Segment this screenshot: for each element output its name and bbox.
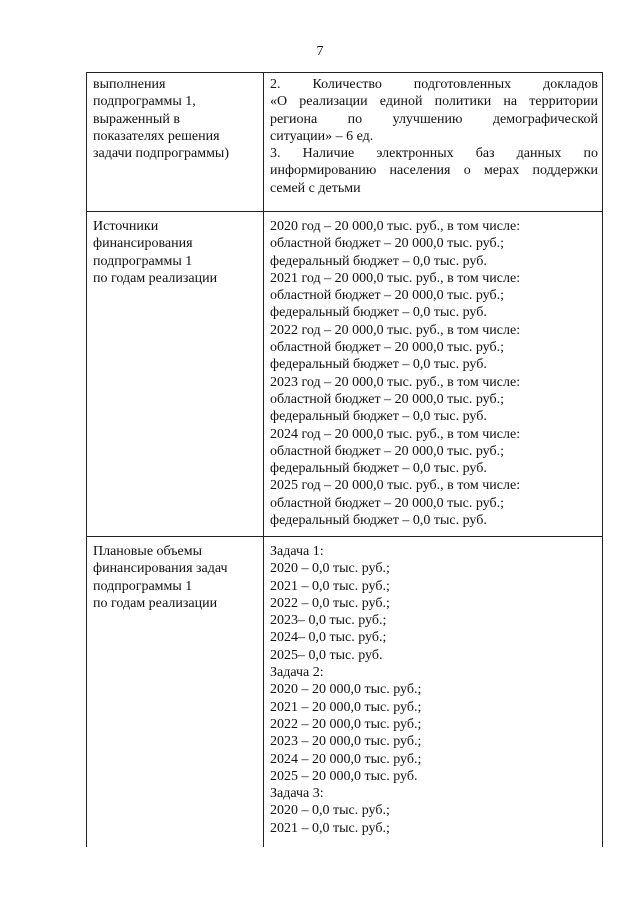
label-line: подпрограммы 1 [93, 253, 193, 269]
task-line: 2020 – 0,0 тыс. руб.; [270, 561, 390, 577]
task-line: Задача 1: [270, 544, 324, 559]
label-line: подпрограммы 1 [93, 578, 193, 594]
funding-line: федеральный бюджет – 0,0 тыс. руб. [270, 253, 487, 269]
task-line: 2020 – 0,0 тыс. руб.; [270, 803, 390, 819]
funding-line: 2023 год – 20 000,0 тыс. руб., в том числе: [270, 374, 521, 390]
label-line: выраженный в [93, 111, 180, 127]
task-line: 2025 – 20 000,0 тыс. руб. [270, 768, 418, 784]
task-line: 2020 – 20 000,0 тыс. руб.; [270, 682, 422, 698]
indicator-2-line-last: ситуации» – 6 ед. [270, 128, 374, 144]
funding-line: 2020 год – 20 000,0 тыс. руб., в том числе: [270, 219, 521, 234]
task-line: Задача 3: [270, 786, 324, 802]
funding-line: 2021 год – 20 000,0 тыс. руб., в том числе: [270, 270, 521, 286]
funding-line: федеральный бюджет – 0,0 тыс. руб. [270, 357, 487, 373]
label-line: задачи подпрограммы) [93, 146, 230, 162]
funding-line: областной бюджет – 20 000,0 тыс. руб.; [270, 288, 504, 304]
task-line: 2024– 0,0 тыс. руб.; [270, 630, 387, 646]
funding-line: федеральный бюджет – 0,0 тыс. руб. [270, 513, 487, 529]
indicator-2-line: «О реализации единой политики на территории [270, 94, 598, 110]
table-row-indicators [87, 73, 603, 212]
indicators-label-cell [87, 73, 264, 212]
label-line: выполнения [93, 77, 166, 92]
funding-sources-label-cell [87, 212, 264, 537]
funding-line: федеральный бюджет – 0,0 тыс. руб. [270, 409, 487, 425]
table-row-funding-sources [87, 212, 603, 537]
indicator-3-line: информированию населения о мерах поддержки [270, 163, 598, 179]
label-line: Плановые объемы [93, 544, 203, 559]
table-row-planned-volumes [87, 537, 603, 848]
indicator-2-line: 2. Количество подготовленных докладов [270, 77, 598, 92]
task-line: 2024 – 20 000,0 тыс. руб.; [270, 751, 422, 767]
funding-line: областной бюджет – 20 000,0 тыс. руб.; [270, 495, 504, 511]
label-line: подпрограммы 1, [93, 94, 196, 110]
task-line: 2025– 0,0 тыс. руб. [270, 647, 383, 663]
task-line: 2021 – 0,0 тыс. руб.; [270, 820, 390, 836]
indicator-3-line: 3. Наличие электронных баз данных по [270, 146, 598, 162]
funding-line: 2025 год – 20 000,0 тыс. руб., в том числе: [270, 478, 521, 494]
task-line: 2021 – 20 000,0 тыс. руб.; [270, 699, 422, 715]
indicators-value-cell [264, 73, 603, 212]
funding-line: областной бюджет – 20 000,0 тыс. руб.; [270, 443, 504, 459]
page-number: 7 [316, 44, 324, 59]
label-line: по годам реализации [93, 595, 218, 611]
funding-sources-value-cell [264, 212, 603, 537]
funding-line: 2022 год – 20 000,0 тыс. руб., в том числе: [270, 322, 521, 338]
task-line: 2023 – 20 000,0 тыс. руб.; [270, 734, 422, 750]
indicator-2-line: региона по улучшению демографической [270, 111, 598, 127]
funding-line: областной бюджет – 20 000,0 тыс. руб.; [270, 236, 504, 252]
funding-line: областной бюджет – 20 000,0 тыс. руб.; [270, 340, 504, 356]
funding-line: федеральный бюджет – 0,0 тыс. руб. [270, 305, 487, 321]
funding-line: областной бюджет – 20 000,0 тыс. руб.; [270, 391, 504, 407]
funding-line: федеральный бюджет – 0,0 тыс. руб. [270, 461, 487, 477]
planned-volumes-value-cell [264, 537, 603, 848]
task-line: 2023– 0,0 тыс. руб.; [270, 613, 387, 629]
program-passport-table [86, 72, 603, 847]
task-line: 2022 – 20 000,0 тыс. руб.; [270, 716, 422, 732]
planned-volumes-label-cell [87, 537, 264, 848]
label-line: показателях решения [93, 128, 220, 144]
indicator-3-line-last: семей с детьми [270, 180, 361, 196]
task-line: Задача 2: [270, 665, 324, 681]
label-line: Источники [93, 219, 159, 234]
funding-line: 2024 год – 20 000,0 тыс. руб., в том числе: [270, 426, 521, 442]
label-line: по годам реализации [93, 270, 218, 286]
task-line: 2021 – 0,0 тыс. руб.; [270, 578, 390, 594]
label-line: финансирования задач [93, 561, 228, 577]
label-line: финансирования [93, 236, 193, 252]
task-line: 2022 – 0,0 тыс. руб.; [270, 595, 390, 611]
